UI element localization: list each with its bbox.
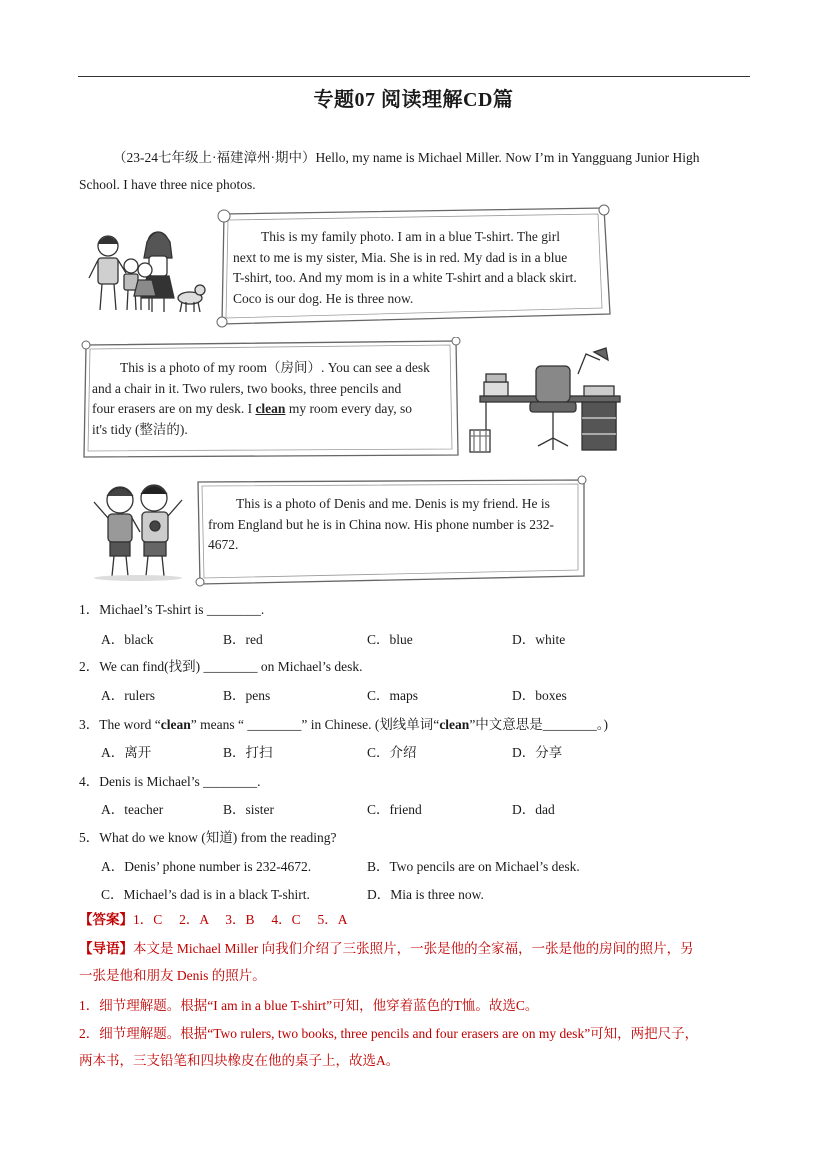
intro-paragraph <box>79 144 751 198</box>
q5-option-b[interactable]: B．Two pencils are on Michael’s desk. <box>367 859 580 874</box>
q3-option-c[interactable]: C．介绍 <box>367 745 417 760</box>
q2-option-a[interactable]: A．rulers <box>101 688 155 703</box>
q3-stem-part: 3．The word “ <box>79 717 161 732</box>
q4-option-d[interactable]: D．dad <box>512 802 555 817</box>
friend-line: from England but he is in China now. His phone number is 232- <box>208 516 554 532</box>
q4-option-c[interactable]: C．friend <box>367 802 422 817</box>
question-3 <box>79 713 608 733</box>
q3-option-d[interactable]: D．分享 <box>512 745 563 760</box>
friend-line: This is a photo of Denis and me. Denis is my friend. He is <box>236 496 550 511</box>
answer-label: 【答案】 <box>79 912 133 927</box>
q1-option-b[interactable]: B．red <box>223 632 263 647</box>
friend-text <box>208 494 584 556</box>
question-4: 4．Denis is Michael’s ________. <box>79 774 261 789</box>
room-line-part: four erasers are on my desk. I <box>92 401 256 416</box>
q2-option-d[interactable]: D．boxes <box>512 688 567 703</box>
q1-option-a[interactable]: A．black <box>101 632 154 647</box>
guide-text: 一张是他和朋友 Denis 的照片。 <box>79 968 266 983</box>
q3-keyword: clean <box>439 717 470 732</box>
room-line: it's tidy (整洁的). <box>92 421 188 437</box>
room-line: This is a photo of my room（房间）. You can see a desk <box>120 360 430 375</box>
q3-option-b[interactable]: B．打扫 <box>223 745 273 760</box>
answer-text: 1．C 2．A 3．B 4．C 5．A <box>133 912 348 927</box>
room-line <box>92 399 452 420</box>
family-line: T-shirt, too. And my mom is in a white T-shirt and a black skirt. <box>233 270 577 285</box>
clean-underlined-word: clean <box>255 401 286 416</box>
family-line: Coco is our dog. He is three now. <box>233 290 414 306</box>
question-5: 5．What do we know (知道) from the reading? <box>79 830 337 845</box>
question-1: 1．Michael’s T-shirt is ________. <box>79 602 265 617</box>
q3-option-a[interactable]: A．离开 <box>101 745 152 760</box>
family-illustration <box>86 218 210 318</box>
q3-stem-part: ”中文意思是________。) <box>469 717 609 732</box>
q4-option-a[interactable]: A．teacher <box>101 802 164 817</box>
explanation-2 <box>79 1020 759 1074</box>
explanation-1: 1．细节理解题。根据“I am in a blue T-shirt”可知，他穿着蓝色的T恤。故选C。 <box>79 998 539 1013</box>
q3-keyword: clean <box>160 717 191 732</box>
q4-option-b[interactable]: B．sister <box>223 802 275 817</box>
guide-paragraph <box>79 935 759 989</box>
q2-option-c[interactable]: C．maps <box>367 688 419 703</box>
friend-line: 4672. <box>208 537 239 552</box>
page-title: 专题07 阅读理解CD篇 <box>313 89 514 111</box>
family-text <box>233 227 609 309</box>
room-illustration <box>466 346 626 456</box>
question-2: 2．We can find(找到) ________ on Michael’s desk. <box>79 659 363 674</box>
room-line: and a chair in it. Two rulers, two books, three pencils and <box>92 380 402 396</box>
source-note: （23-24七年级上·福建漳州·期中） <box>113 150 316 165</box>
answer-line <box>79 906 348 933</box>
room-line-part: my room every day, so <box>285 401 413 416</box>
guide-label: 【导语】 <box>79 941 133 956</box>
guide-text: 本文是 Michael Miller 向我们介绍了三张照片，一张是他的全家福，一张是他的房间的照片，另 <box>133 941 694 956</box>
q1-option-d[interactable]: D．white <box>512 632 566 647</box>
q5-option-d[interactable]: D．Mia is three now. <box>367 887 484 902</box>
intro-line-1: Hello, my name is Michael Miller. Now I’m in Yangguang Junior High <box>315 150 700 165</box>
header-rule <box>78 76 750 77</box>
q2-option-b[interactable]: B．pens <box>223 688 271 703</box>
friends-illustration <box>88 476 188 582</box>
intro-line-2: School. I have three nice photos. <box>79 177 256 192</box>
q5-option-c[interactable]: C．Michael’s dad is in a black T-shirt. <box>101 887 310 902</box>
q5-option-a[interactable]: A．Denis’ phone number is 232-4672. <box>101 859 312 874</box>
family-line: next to me is my sister, Mia. She is in red. My dad is in a blue <box>233 249 568 265</box>
q1-option-c[interactable]: C．blue <box>367 632 413 647</box>
family-line: This is my family photo. I am in a blue T-shirt. The girl <box>261 229 560 244</box>
explanation-2-line: 两本书，三支铅笔和四块橡皮在他的桌子上，故选A。 <box>79 1053 400 1068</box>
q3-stem-part: ” means “ ________” in Chinese. (划线单词“ <box>190 717 440 732</box>
room-text <box>92 358 452 440</box>
explanation-2-line: 2．细节理解题。根据“Two rulers, two books, three pencils and four erasers are on my desk”可知，两把尺子， <box>79 1026 699 1041</box>
